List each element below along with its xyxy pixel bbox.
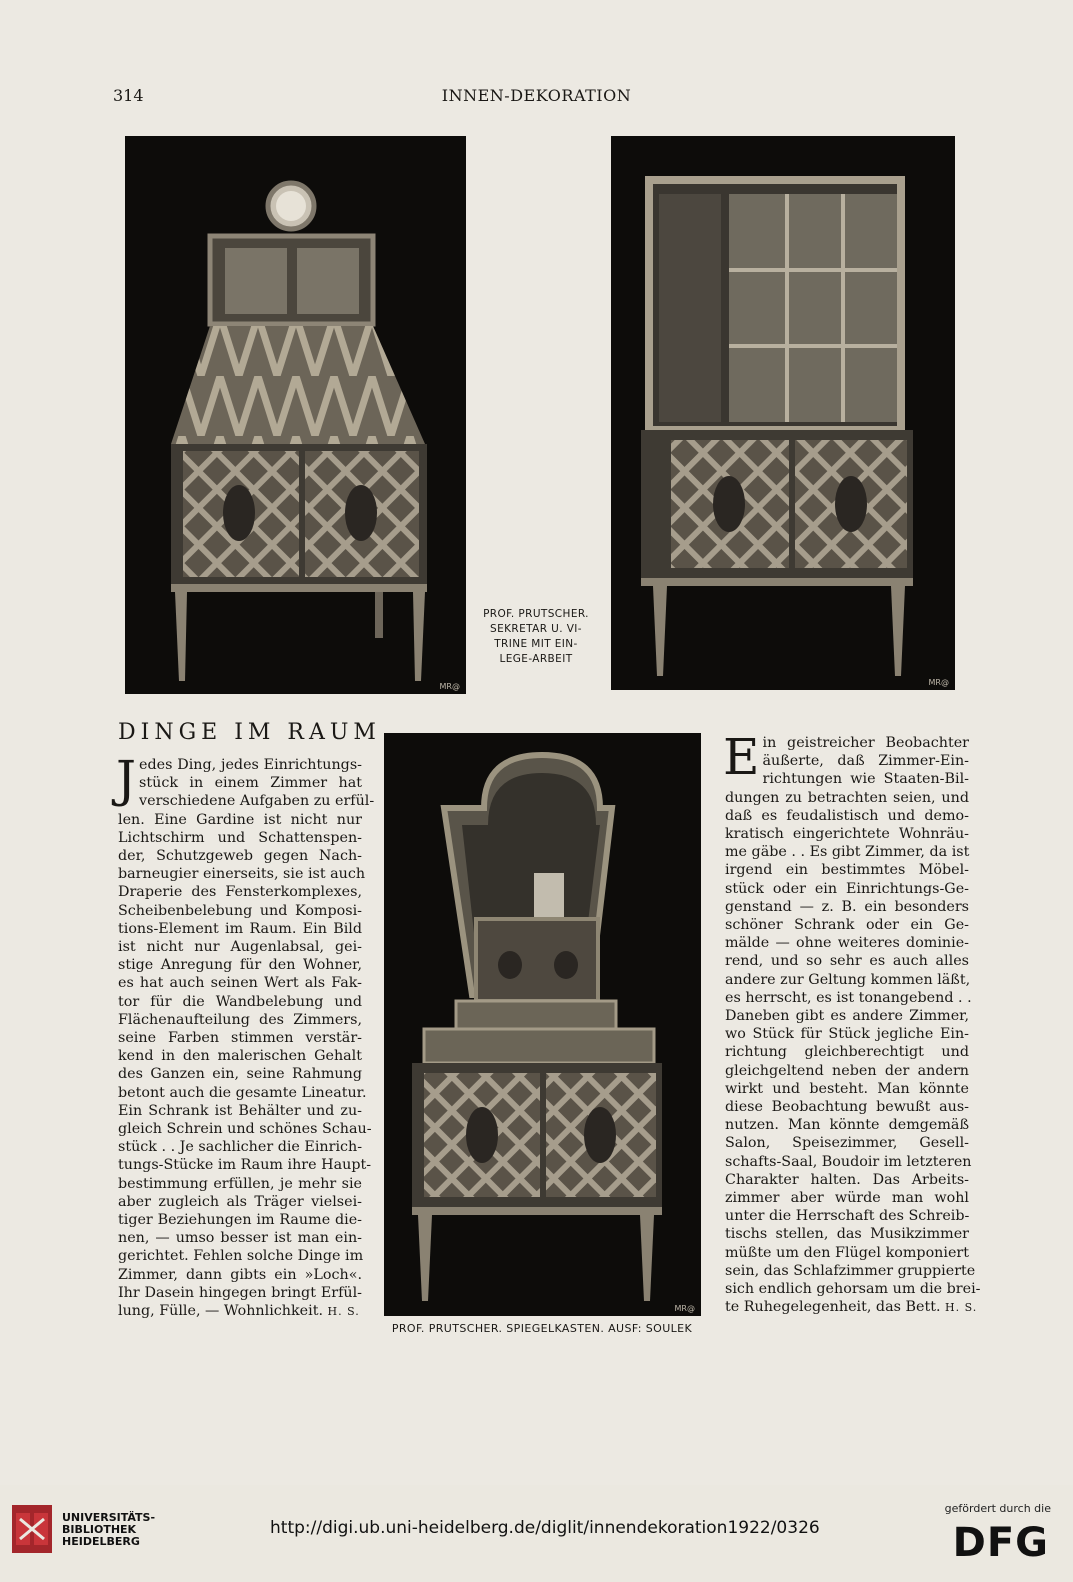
text-line: diese Beobachtung bewußt aus- <box>725 1099 969 1116</box>
page-number: 314 <box>113 86 144 105</box>
text-line: richtung gleichberechtigt und <box>725 1044 969 1061</box>
text-line: Daneben gibt es andere Zimmer, <box>725 1008 969 1025</box>
text-line: stück oder ein Einrichtungs-Ge- <box>725 880 969 897</box>
library-name <box>62 1512 155 1548</box>
text-line: Salon, Speisezimmer, Gesell- <box>725 1135 969 1152</box>
text-line: irgend ein bestimmtes Möbel- <box>725 862 969 879</box>
text-line: schöner Schrank oder ein Ge- <box>725 917 969 934</box>
text-line: der, Schutzgeweb gegen Nach- <box>118 848 362 865</box>
text-line: tions-Element im Raum. Ein Bild <box>118 920 362 937</box>
article-heading: DINGE IM RAUM <box>118 720 381 745</box>
text-line: len. Eine Gardine ist nicht nur <box>118 811 362 828</box>
text-line: zimmer aber würde man wohl <box>725 1190 969 1207</box>
text-line: barneugier einerseits, sie ist auch <box>118 866 366 883</box>
text-line: tor für die Wandbelebung und <box>118 993 362 1010</box>
drop-cap: J <box>116 750 137 808</box>
author-signature: H. S. <box>940 1301 978 1315</box>
text-line: verschiedene Aufgaben zu erfül- <box>139 793 375 810</box>
text-line: müßte um den Flügel komponiert <box>725 1244 969 1261</box>
text-line: te Ruhegelegenheit, das Bett. H. S. <box>725 1299 978 1316</box>
text-line: richtungen wie Staaten-Bil- <box>762 771 969 788</box>
text-line: sein, das Schlafzimmer gruppierte <box>725 1262 976 1279</box>
caption-line: TRINE MIT EIN- <box>494 638 578 650</box>
photo-mirror-cabinet <box>384 733 701 1316</box>
text-line: Ihr Dasein hingegen bringt Erfül- <box>118 1284 362 1301</box>
text-line: edes Ding, jedes Einrichtungs- <box>139 757 362 773</box>
photo-mark: MR@ <box>674 1304 695 1313</box>
photo-mark: MR@ <box>439 682 460 691</box>
drop-cap: E <box>723 728 760 786</box>
text-line: gerichtet. Fehlen solche Dinge im <box>118 1248 364 1265</box>
text-line: gleichgeltend neben der andern <box>725 1062 969 1079</box>
text-line: lung, Fülle, — Wohnlichkeit. H. S. <box>118 1303 360 1320</box>
text-line: kratisch eingerichtete Wohnräu- <box>725 826 969 843</box>
text-line: Draperie des Fensterkomplexes, <box>118 884 362 901</box>
text-line: Ein Schrank ist Behälter und zu- <box>118 1102 362 1119</box>
text-line: tiger Beziehungen im Raume die- <box>118 1212 362 1229</box>
author-signature: H. S. <box>323 1305 360 1319</box>
left-text-column <box>116 750 375 1321</box>
text-line: genstand — z. B. ein besonders <box>725 898 969 915</box>
right-text-column <box>723 728 981 1318</box>
running-title: INNEN-DEKORATION <box>441 86 632 105</box>
text-line: unter die Herrschaft des Schreib- <box>725 1208 970 1225</box>
funding-note: gefördert durch die <box>944 1502 1051 1515</box>
library-line: UNIVERSITÄTS- <box>62 1511 156 1524</box>
text-line: Flächenaufteilung des Zimmers, <box>118 1011 362 1028</box>
library-line: BIBLIOTHEK <box>62 1523 137 1536</box>
text-line: in geistreicher Beobachter <box>762 735 969 751</box>
text-line: seine Farben stimmen verstär- <box>118 1030 362 1047</box>
text-line: Zimmer, dann gibts ein »Loch«. <box>118 1266 362 1283</box>
text-line: stück . . Je sachlicher die Einrich- <box>118 1139 363 1156</box>
text-line: äußerte, daß Zimmer-Ein- <box>762 753 969 770</box>
text-line: Charakter halten. Das Arbeits- <box>725 1171 969 1188</box>
text-line: wirkt und besteht. Man könnte <box>725 1080 969 1097</box>
digitization-footer <box>0 1490 1073 1582</box>
text-line: wo Stück für Stück jegliche Ein- <box>725 1026 969 1043</box>
text-line: tischs stellen, das Musikzimmer <box>725 1226 969 1243</box>
photo-mark: MR@ <box>928 678 949 687</box>
text-line: des Ganzen ein, seine Rahmung <box>118 1066 362 1083</box>
text-line: me gäbe . . Es gibt Zimmer, da ist <box>725 844 970 861</box>
text-line: dungen zu betrachten seien, und <box>725 789 969 806</box>
text-line: aber zugleich als Träger vielsei- <box>118 1193 362 1210</box>
text-line: es hat auch seinen Wert als Fak- <box>118 975 362 992</box>
text-line: stige Anregung für den Wohner, <box>118 957 362 974</box>
caption-line: LEGE-ARBEIT <box>499 653 573 665</box>
text-line: gleich Schrein und schönes Schau- <box>118 1121 372 1138</box>
text-line: rend, und so sehr es auch alles <box>725 953 969 970</box>
text-line: ist nicht nur Augenlabsal, gei- <box>118 939 362 956</box>
text-line: Scheibenbelebung und Komposi- <box>118 902 362 919</box>
text-line: es herrscht, es ist tonangebend . . <box>725 989 972 1006</box>
text-line: mälde — ohne weiteres dominie- <box>725 935 969 952</box>
caption-line: SEKRETAR U. VI- <box>490 623 582 635</box>
text-line: Lichtschirm und Schattenspen- <box>118 829 362 846</box>
text-line: schafts-Saal, Boudoir im letzteren <box>725 1153 972 1170</box>
text-line: sich endlich gehorsam um die brei- <box>725 1281 981 1298</box>
text-line: betont auch die gesamte Lineatur. <box>118 1084 367 1101</box>
text-line: tungs-Stücke im Raum ihre Haupt- <box>118 1157 372 1174</box>
photo-secretary <box>125 136 466 694</box>
library-line: HEIDELBERG <box>62 1535 140 1548</box>
caption-secretary-vitrine <box>474 607 598 667</box>
text-line: nutzen. Man könnte demgemäß <box>725 1117 969 1134</box>
text-line: andere zur Geltung kommen läßt, <box>725 971 971 988</box>
text-line: bestimmung erfüllen, je mehr sie <box>118 1175 362 1192</box>
text-line: nen, — umso besser ist man ein- <box>118 1230 362 1247</box>
text-line: stück in einem Zimmer hat <box>139 775 362 792</box>
dfg-logo: DFG <box>952 1520 1049 1566</box>
text-line: kend in den malerischen Gehalt <box>118 1048 362 1065</box>
caption-line: PROF. PRUTSCHER. <box>483 608 589 620</box>
photo-vitrine <box>611 136 955 690</box>
university-logo <box>12 1505 52 1553</box>
permalink-url[interactable]: http://digi.ub.uni-heidelberg.de/diglit/innendekoration1922/0326 <box>270 1518 820 1538</box>
caption-mirror-cabinet: PROF. PRUTSCHER. SPIEGELKASTEN. AUSF: SOULEK <box>391 1322 693 1335</box>
text-line: daß es feudalistisch und demo- <box>725 807 969 824</box>
